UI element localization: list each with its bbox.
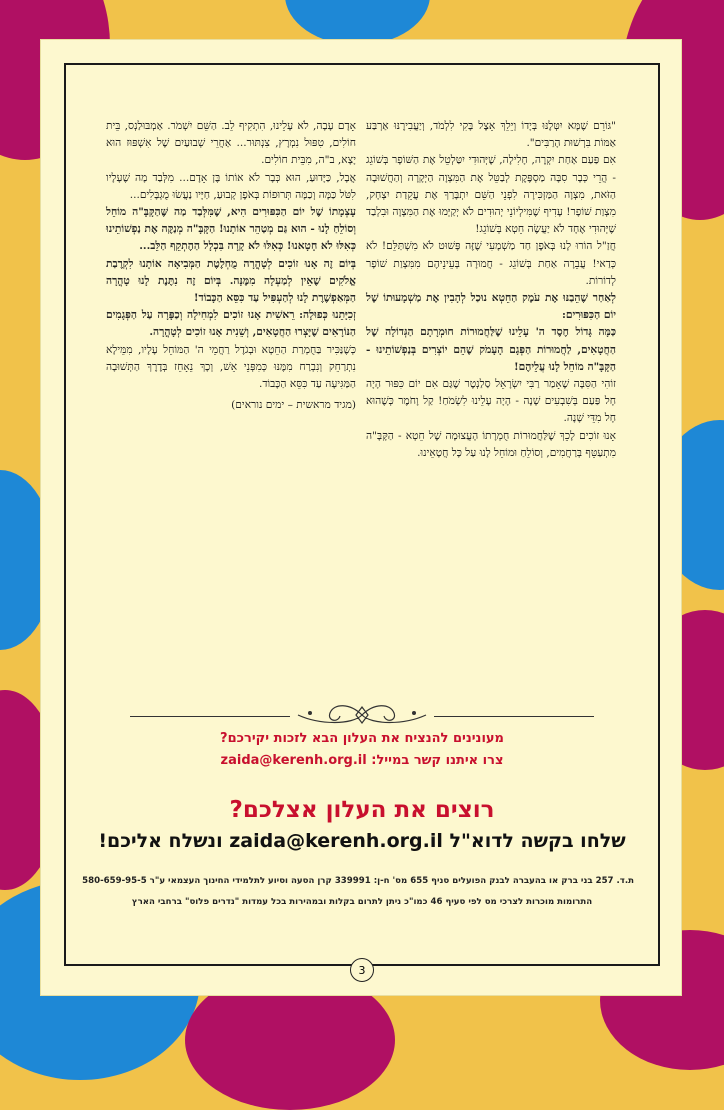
- dedication-email-text[interactable]: צרו איתנו קשר במייל: zaida@kerenh.org.il: [220, 753, 504, 768]
- paragraph: זְכִיָּתֵנוּ כְּפוּלָה: רֵאשִׁית אָנוּ זוֹכִים לִמְחִילָה וְכַפָּרָה עַל הַפְּגָמִים הַנּוֹרָאִים שֶׁיָּצְרוּ הַחֲטָאִים, וְשֵׁנִית אָנוּ זוֹכִים לְטָהֳרָה.: [106, 309, 356, 339]
- flourish-ornament-icon: [290, 701, 434, 729]
- source-credit: (מגיד מראשית – ימים נוראים): [231, 399, 356, 412]
- donation-details: ת.ד. 257 בני ברק או בהעברה לבנק הפועלים סניף 655 מס' ח-ן: 339991 קרן הסעה וסיוע לתלמידי החינוך העצמאי ע"ר 580-659-95-5: [82, 876, 634, 886]
- paragraph: עָצְמָתוֹ שֶׁל יוֹם הַכִּפּוּרִים הִיא, שֶׁמִּלְּבַד מַה שֶּׁהַקָּבָּ"ה מוֹחֵל וְסוֹלֵחַ לָנוּ - הוּא גַּם מְטַהֵר אוֹתָנוּ! הַקָּבָּ"ה מְנַקֶּה אֶת נַפְשׁוֹתֵינוּ כְּאִלּוּ לֹא חָטָאנוּ! כְּאִלּוּ לֹא קָרָה בִּכְלָל הַהֶתְקֵף הַלֵּב...: [106, 206, 356, 253]
- paragraph: "גּוֹרֵם שֶׁמָּא יִטְּלֶנּוּ בְּיָדוֹ וְיֵלֵךְ אֵצֶל בָּקִי לִלְמֹד, וְיַעֲבִירֶנּוּ אַרְבַּע אַמּוֹת בִּרְשׁוּת הָרַבִּים".: [366, 120, 616, 150]
- divider-line-right: [434, 716, 594, 717]
- divider-line-left: [130, 716, 290, 717]
- tax-deduction-note: התרומות מוכרות לצרכי מס לפי סעיף 46 כמו"כ ניתן לתרום בקלות ובמהירות בכל עמדות "נדרים פלוס" ברחבי הארץ: [131, 897, 593, 907]
- blue-blob-top: [285, 0, 430, 45]
- paragraph: אֲבָל, כַּיָּדוּעַ, הוּא כְּבָר לֹא אוֹתוֹ בֶּן אָדָם... מִלְּבַד מָה שֶׁעָלָיו לִטֹּל כַּמָּה וְכַמָּה תְּרוּפוֹת בְּאֹפֶן קָבוּעַ, חַיָּיו נַעֲשׂוּ מֻגְבָּלִים...: [106, 171, 356, 201]
- paragraph: אָדָם עָבָה, לֹא עָלֵינוּ, הִתְקִיף לֵב. הַשֵּׁם יִשְׁמֹר. אַמְבּוּלַנְס, בֵּית חוֹלִים, טִפּוּל נִמְרָץ, צִנְתּוּר... אַחֲרֵי שְׁבוּעַיִם שֶׁל אִשְׁפּוּז הוּא יָצָא, ב"ה, מִבֵּית חוֹלִים.: [106, 120, 356, 167]
- paragraph: זוֹהִי הַסִּבָּה שֶׁאָמַר רַבִּי יִשְׂרָאֵל סַלַנְטֶר שֶׁגַּם אִם יוֹם כִּפּוּר הָיָה חָל פַּעַם בְּשִׁבְעִים שָׁנָה - הָיָה עָלֵינוּ לִשְׂמֹחַ! קַל וָחֹמֶר כְּשֶׁהוּא חָל מִדֵּי שָׁנָה.: [366, 378, 616, 425]
- paragraph: אָנוּ זוֹכִים לָכֵךְ שֶׁלַּחֲמוּרוֹת חֻמְרָתוֹ הָעֲצוּמָה שֶׁל חֵטְא - הַקָּבָּ"ה מִתְעַטֵּף בְּרַחֲמִים, וְסוֹלֵחַ וּמוֹחֵל לָנוּ עַל כָּל חֲטָאֵינוּ.: [366, 429, 616, 459]
- paragraph: אִם פַּעַם אַחַת יִקְרֶה, חָלִילָה, שֶׁיְּהוּדִי יִטַּלְטֵל אֶת הַשּׁוֹפָר בְּשׁוֹגֵג - הֲרֵי כְּבָר סִבָּה מַסְפֶּקֶת לְבַטֵּל אֶת הַמִּצְוָה הַיְּקָרָה וְהַחֲשׁוּבָה הַזֹּאת, מִצְוָה הַמַּזְכִּירָה לִפְנֵי הַשֵּׁם יִתְבָּרַךְ אֶת עֲקֵדַת יִצְחָק, מִצְוַת שׁוֹפָר! עָדִיף שֶׁמִּילְיוֹנֵי יְהוּדִים לֹא יְקַיְּמוּ אֶת הַמִּצְוָה וּבִלְבַד שֶׁיְּהוּדִי אֶחָד לֹא יַעֲשֶׂה חֵטְא בְּשׁוֹגֵג!: [366, 154, 616, 236]
- page-number: 3: [350, 958, 374, 982]
- paragraph: כַּמָּה גָּדוֹל חֶסֶד ה' עָלֵינוּ שֶׁלַּחֲמוּרוֹת חוּמְרָתָם הַגְּדוֹלָה שֶׁל הַחֲטָאִים, לַחֲמוּרוֹת הַפְּגָם הָעָמֹק שֶׁהֵם יוֹצְרִים בְּנַפְשׁוֹתֵינוּ - הַקָּבָּ"ה מוֹחֵל לָנוּ עֲלֵיהֶם!: [366, 326, 616, 373]
- article-left-column: [106, 118, 356, 414]
- paragraph: חֲזַ"ל הוֹרוּ לָנוּ בְּאֹפֶן חַד מַשְׁמָעִי שֶׁזֶּה פָּשׁוּט לֹא מִשְׁתַּלֵּם! לֹא כְּדַאי! עֲבֵרָה אַחַת בְּשׁוֹגֵג - חֲמוּרָה בְּעֵינֵיהֶם מִמִּצְוַת שׁוֹפָר לְדוֹרוֹת.: [366, 240, 616, 287]
- article-right-column: [366, 118, 616, 462]
- subscribe-headline: רוצים את העלון אצלכם?: [229, 797, 495, 823]
- dedication-invite-text: מעונינים להנציח את העלון הבא לזכות יקירכם?: [220, 731, 504, 746]
- subscribe-instructions[interactable]: שלחו בקשה לדוא"ל zaida@kerenh.org.il ונשלח אליכם!: [98, 830, 626, 852]
- paragraph: לְאַחַר שֶׁהֵבַנּוּ אֶת עֹמֶק הַחֵטְא נוּכַל לְהָבִין אֶת מַשְׁמָעוּתוֹ שֶׁל יוֹם הַכִּפּוּרִים:: [366, 292, 616, 322]
- paragraph: כְּשֶׁנַּכִּיר בַּחֻמְרַת הַחֵטְא וּבְגֹדֶל רַחֲמֵי ה' הַמּוֹחֵל עָלָיו, מִמֵּילָא נִתְרַחֵק וְנִבְרַח מִמֶּנּוּ כְּמִפְּנֵי אֵשׁ, וְכָךְ נֵאָחֵז בְּדֶרֶךְ הַתְּשׁוּבָה הַמַּגִּיעָה עַד כִּסֵּא הַכָּבוֹד.: [106, 343, 356, 391]
- paragraph: בְּיוֹם זֶה אָנוּ זוֹכִים לְטָהֳרָה מֻחְלֶטֶת הַמְּבִיאָה אוֹתָנוּ לִקְרֶבַת אֱלֹקִים שֶׁאֵין לְמַעְלָה מִמֶּנָּה. בְּיוֹם זֶה נִתֶּנֶת לָנוּ טָהֳרָה הַמְּאַפְשֶׁרֶת לָנוּ לְהַעְפִּיל עַד כִּסֵּא הַכָּבוֹד!: [106, 257, 356, 305]
